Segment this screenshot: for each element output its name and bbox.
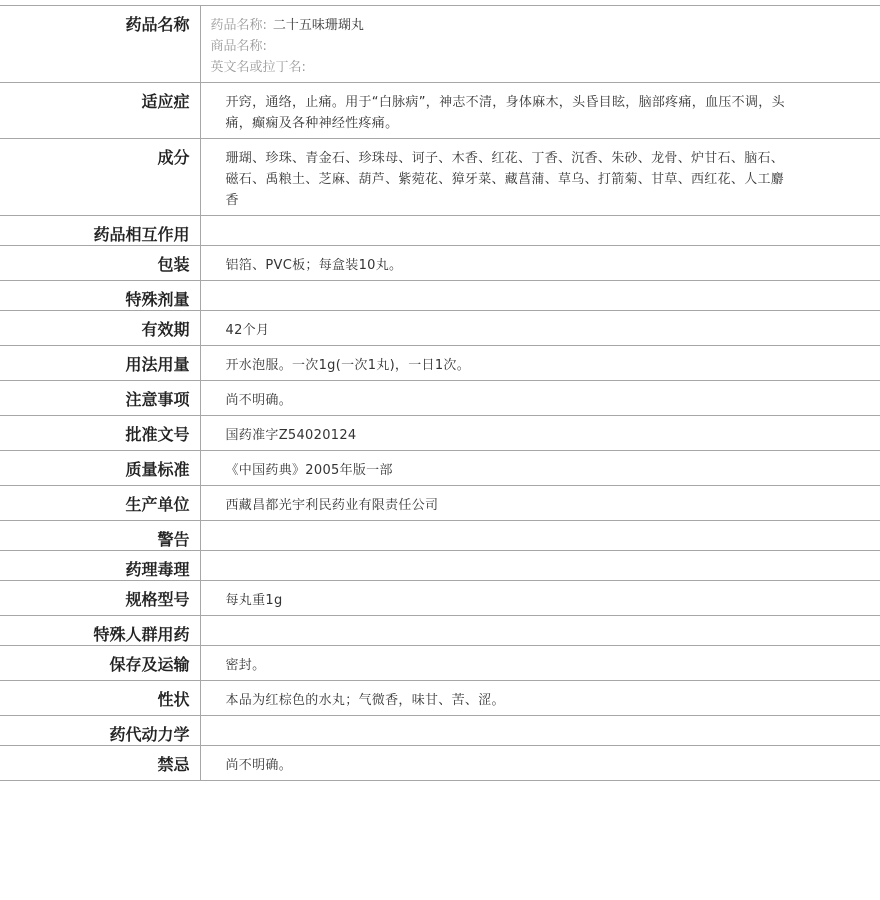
row-value-cell [200,281,880,311]
row-value [201,616,880,642]
row-value: 本品为红棕色的水丸；气微香，味甘、苦、涩。 [225,693,505,708]
row-label-cell [0,486,200,521]
row-label: 禁忌 [157,755,190,774]
generic-name-line [211,15,861,36]
table-row-pharmacology [0,551,880,581]
table-row-manufacturer [0,486,880,521]
table-row-indications [0,83,880,139]
row-label: 适应症 [141,92,190,111]
row-value: 开水泡服。一次1g(一次1丸)，一日1次。 [225,358,471,373]
row-label: 规格型号 [125,590,190,609]
row-label: 注意事项 [125,390,190,409]
row-value-cell [200,551,880,581]
row-label-cell [0,451,200,486]
table-row-contraindications [0,746,880,781]
row-label: 药代动力学 [109,725,190,744]
row-label: 生产单位 [125,495,190,514]
row-label-cell [0,381,200,416]
row-label: 包装 [157,255,190,274]
row-value: 每丸重1g [225,593,283,608]
trade-name-line [211,36,861,57]
row-label-cell [0,139,200,216]
row-label-cell [0,311,200,346]
row-label-cell [0,551,200,581]
row-label: 特殊剂量 [125,290,190,309]
row-label-cell [0,281,200,311]
table-row-shelf-life [0,311,880,346]
row-value-cell [200,246,880,281]
row-value [201,551,880,577]
row-value-cell [200,746,880,781]
table-row-appearance [0,681,880,716]
row-label: 药品相互作用 [93,225,190,244]
row-value-cell [200,216,880,246]
row-label: 质量标准 [125,460,190,479]
row-value: 珊瑚、珍珠、青金石、珍珠母、诃子、木香、红花、丁香、沉香、朱砂、龙骨、炉甘石、脑石、磁石、禹粮土、芝麻、葫芦、紫菀花、獐牙菜、藏菖蒲、草乌、打箭菊、甘草、西红花、人工麝香 [225,151,785,208]
row-value: 铝箔、PVC板；每盒装10丸。 [225,258,403,273]
row-value: 密封。 [225,658,266,673]
row-value-cell [200,681,880,716]
row-label-cell [0,716,200,746]
row-value-cell [200,83,880,139]
table-row-precautions [0,381,880,416]
row-label: 用法用量 [125,355,190,374]
row-label-cell [0,216,200,246]
row-value-cell [200,581,880,616]
row-value-cell [200,311,880,346]
latin-name-line [211,57,861,78]
table-row-ingredients [0,139,880,216]
row-value-cell [200,381,880,416]
table-row-warning [0,521,880,551]
product-name-block [201,6,880,82]
row-value: 开窍，通络，止痛。用于“白脉病”，神志不清，身体麻木，头昏目眩，脑部疼痛，血压不调，头痛，癫痫及各种神经性疼痛。 [225,95,785,131]
row-label-cell [0,581,200,616]
row-value: 尚不明确。 [225,758,293,773]
table-row-approval-number [0,416,880,451]
row-label: 有效期 [141,320,190,339]
row-label: 特殊人群用药 [93,625,190,644]
row-label-cell [0,83,200,139]
table-row-product-names [0,6,880,83]
row-value-cell [200,716,880,746]
row-label-cell [0,416,200,451]
row-label-cell [0,746,200,781]
row-value [201,281,880,307]
row-value [201,216,880,242]
row-label: 性状 [157,690,190,709]
trade-name-key: 商品名称: [210,39,267,54]
row-value-cell [200,139,880,216]
row-label: 批准文号 [125,425,190,444]
row-value: 《中国药典》2005年版一部 [225,463,393,478]
generic-name-value: 二十五味珊瑚丸 [272,18,364,33]
row-value-cell [200,521,880,551]
row-label-cell [0,521,200,551]
row-label-cell [0,246,200,281]
row-label: 保存及运输 [109,655,190,674]
table-row-special-populations [0,616,880,646]
generic-name-key: 药品名称: [210,18,267,33]
row-value-cell [200,486,880,521]
row-label-cell [0,6,200,83]
latin-name-key: 英文名或拉丁名: [210,60,306,75]
row-value: 国药准字Z54020124 [225,428,357,443]
table-row-special-dosage [0,281,880,311]
row-label-cell [0,646,200,681]
row-value [201,521,880,547]
table-row-pharmacokinetics [0,716,880,746]
table-row-packaging [0,246,880,281]
table-row-specification [0,581,880,616]
table-row-storage [0,646,880,681]
drug-info-table [0,5,880,781]
row-label-cell [0,346,200,381]
row-value [201,716,880,742]
row-label: 药品名称 [125,15,190,34]
row-value: 西藏昌都光宇利民药业有限责任公司 [225,498,439,513]
row-value-cell [200,451,880,486]
table-row-quality-standard [0,451,880,486]
row-value: 尚不明确。 [225,393,293,408]
table-row-usage [0,346,880,381]
row-value-cell [200,6,880,83]
row-label: 警告 [157,530,190,549]
table-row-interactions [0,216,880,246]
row-label-cell [0,616,200,646]
row-label-cell [0,681,200,716]
row-value-cell [200,346,880,381]
row-value: 42个月 [225,323,270,338]
row-value-cell [200,616,880,646]
row-value-cell [200,416,880,451]
row-label: 药理毒理 [125,560,190,579]
row-label: 成分 [157,148,190,167]
row-value-cell [200,646,880,681]
